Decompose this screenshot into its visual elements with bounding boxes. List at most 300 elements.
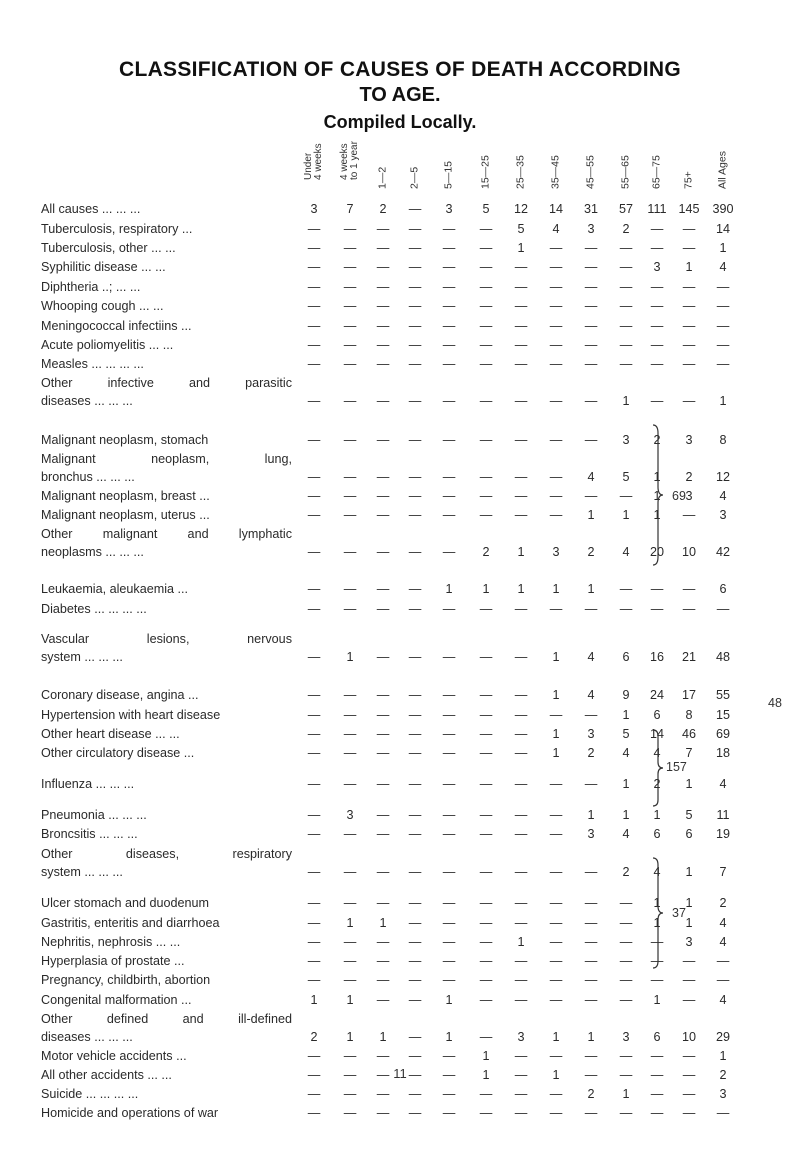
row-label (41, 202, 140, 217)
table-cell: — (650, 954, 664, 968)
table-cell: 3 (587, 727, 595, 741)
row-label-line: Malignant neoplasm, lung, (41, 452, 292, 466)
table-cell: — (584, 299, 598, 313)
table-cell: — (408, 545, 422, 559)
table-cell: — (514, 727, 528, 741)
table-cell: — (307, 338, 321, 352)
table-cell: 6 (685, 827, 693, 841)
table-cell: — (442, 1087, 456, 1101)
table-cell: 390 (712, 202, 734, 216)
row-label (41, 299, 164, 314)
table-cell: 5 (622, 470, 630, 484)
table-cell: — (376, 827, 390, 841)
table-cell: 1 (379, 916, 387, 930)
table-cell: — (479, 827, 493, 841)
table-cell: — (343, 954, 357, 968)
row-label-line: Meningococcal infectiins ... (41, 319, 192, 333)
column-header (674, 148, 704, 200)
table-cell: 1 (685, 260, 693, 274)
table-cell: — (442, 260, 456, 274)
table-cell: — (376, 299, 390, 313)
table-cell: 1 (685, 777, 693, 791)
column-header-line: 75+ (682, 171, 695, 189)
table-cell: — (549, 357, 563, 371)
table-cell: — (442, 746, 456, 760)
table-cell: — (376, 1106, 390, 1120)
table-cell: — (343, 545, 357, 559)
row-label (41, 260, 166, 275)
table-cell: 57 (618, 202, 633, 216)
table-cell: — (307, 1087, 321, 1101)
table-cell: — (549, 508, 563, 522)
table-cell: — (343, 935, 357, 949)
table-cell: — (343, 827, 357, 841)
table-cell: 3 (445, 202, 453, 216)
table-cell: 4 (653, 865, 661, 879)
table-cell: 1 (552, 1068, 560, 1082)
table-cell: 2 (719, 1068, 727, 1082)
table-cell: 5 (685, 808, 693, 822)
table-cell: — (408, 808, 422, 822)
table-cell: — (307, 727, 321, 741)
row-label-line: Syphilitic disease ... ... (41, 260, 166, 274)
table-cell: 48 (715, 650, 730, 664)
row-label-line: Other heart disease ... ... (41, 727, 180, 741)
table-cell: 3 (685, 935, 693, 949)
row-label-line: Homicide and operations of war (41, 1106, 219, 1120)
column-header-line: 5—15 (442, 160, 455, 189)
table-cell: — (682, 973, 696, 987)
table-cell: — (682, 299, 696, 313)
table-cell: — (549, 319, 563, 333)
table-cell: — (650, 1106, 664, 1120)
table-cell: — (408, 338, 422, 352)
table-cell: 1 (552, 688, 560, 702)
row-label-line: Malignant neoplasm, stomach (41, 433, 209, 447)
table-cell: — (682, 993, 696, 1007)
table-cell: — (716, 357, 730, 371)
table-cell: 1 (622, 508, 630, 522)
table-cell: — (408, 973, 422, 987)
row-label (41, 935, 180, 950)
table-cell: — (716, 299, 730, 313)
table-cell: — (479, 299, 493, 313)
table-cell: — (479, 973, 493, 987)
table-cell: — (408, 470, 422, 484)
table-cell: — (549, 954, 563, 968)
table-cell: 7 (346, 202, 354, 216)
row-label (41, 376, 292, 409)
row-label-line: Coronary disease, angina ... (41, 688, 199, 702)
table-cell: 1 (622, 394, 630, 408)
table-cell: — (549, 865, 563, 879)
table-cell: — (442, 1049, 456, 1063)
table-cell: — (619, 954, 633, 968)
row-label-line: Leukaemia, aleukaemia ... (41, 582, 189, 596)
table-cell: — (408, 954, 422, 968)
table-cell: 1 (622, 1087, 630, 1101)
table-cell: — (442, 777, 456, 791)
table-cell: — (307, 973, 321, 987)
group-total-circulatory: 157 (666, 760, 687, 774)
table-cell: — (307, 1106, 321, 1120)
table-cell: — (514, 470, 528, 484)
table-cell: — (716, 973, 730, 987)
row-label (41, 1049, 187, 1064)
table-cell: — (479, 708, 493, 722)
table-cell: — (549, 602, 563, 616)
table-cell: — (619, 993, 633, 1007)
table-cell: 4 (719, 935, 727, 949)
table-cell: — (716, 338, 730, 352)
table-cell: 9 (622, 688, 630, 702)
table-cell: — (408, 650, 422, 664)
table-cell: — (307, 954, 321, 968)
table-cell: — (307, 357, 321, 371)
table-cell: 1 (653, 508, 661, 522)
table-cell: 5 (517, 222, 525, 236)
row-label (41, 808, 147, 823)
table-cell: — (343, 1068, 357, 1082)
table-cell: 3 (310, 202, 318, 216)
table-cell: — (716, 954, 730, 968)
table-cell: — (376, 319, 390, 333)
table-cell: — (343, 1106, 357, 1120)
row-label-line: Diabetes ... ... ... ... (41, 602, 147, 616)
table-cell: — (650, 338, 664, 352)
row-label (41, 508, 210, 523)
table-cell: — (376, 241, 390, 255)
table-cell: — (307, 650, 321, 664)
table-cell: — (514, 746, 528, 760)
row-label-line: All other accidents ... ... (41, 1068, 172, 1082)
row-label-line: Gastritis, enteritis and diarrhoea (41, 916, 220, 930)
table-cell: 3 (587, 222, 595, 236)
brace-neoplasms (651, 423, 665, 567)
table-cell: — (479, 241, 493, 255)
row-label (41, 973, 210, 988)
table-cell: 17 (681, 688, 696, 702)
row-label (41, 241, 176, 256)
table-cell: — (307, 688, 321, 702)
table-cell: — (408, 394, 422, 408)
row-label (41, 582, 188, 597)
table-cell: 1 (346, 916, 354, 930)
table-cell: 4 (719, 260, 727, 274)
table-cell: — (682, 1068, 696, 1082)
table-cell: — (408, 865, 422, 879)
table-cell: — (376, 260, 390, 274)
table-cell: — (408, 299, 422, 313)
column-header-line: Under (303, 152, 314, 180)
table-cell: — (408, 602, 422, 616)
table-cell: 2 (653, 777, 661, 791)
table-cell: — (619, 916, 633, 930)
table-cell: — (442, 602, 456, 616)
table-cell: — (307, 746, 321, 760)
row-label (41, 280, 140, 295)
row-label (41, 993, 192, 1008)
table-cell: — (650, 241, 664, 255)
table-cell: 4 (719, 777, 727, 791)
table-cell: — (619, 1106, 633, 1120)
table-cell: — (650, 1049, 664, 1063)
table-cell: — (716, 280, 730, 294)
table-cell: — (442, 241, 456, 255)
table-cell: 12 (715, 470, 730, 484)
table-cell: 2 (587, 545, 595, 559)
row-label (41, 777, 134, 792)
table-cell: — (442, 973, 456, 987)
table-cell: — (376, 865, 390, 879)
table-cell: 4 (622, 746, 630, 760)
table-cell: — (514, 916, 528, 930)
table-cell: 1 (445, 1030, 453, 1044)
row-label-line: Hypertension with heart disease (41, 708, 221, 722)
table-cell: — (619, 1049, 633, 1063)
table-cell: — (376, 582, 390, 596)
table-cell: — (549, 260, 563, 274)
table-cell: — (307, 433, 321, 447)
table-cell: 1 (552, 746, 560, 760)
table-cell: — (408, 260, 422, 274)
row-label (41, 727, 180, 742)
table-cell: — (442, 357, 456, 371)
table-cell: — (650, 602, 664, 616)
column-header-line: 25—35 (514, 155, 527, 189)
table-cell: 31 (583, 202, 598, 216)
table-cell: — (479, 808, 493, 822)
row-label-line: Other circulatory disease ... (41, 746, 195, 760)
table-cell: 3 (587, 827, 595, 841)
table-cell: — (408, 357, 422, 371)
row-label (41, 746, 194, 761)
table-cell: 2 (587, 1087, 595, 1101)
table-cell: — (650, 394, 664, 408)
row-label (41, 1012, 292, 1045)
table-cell: — (307, 602, 321, 616)
table-cell: — (514, 1068, 528, 1082)
row-label-line: Other diseases, respiratory (41, 847, 292, 861)
table-cell: — (408, 1087, 422, 1101)
table-cell: — (584, 338, 598, 352)
table-cell: — (343, 602, 357, 616)
table-cell: — (442, 319, 456, 333)
table-cell: — (619, 973, 633, 987)
table-cell: — (514, 508, 528, 522)
table-cell: — (376, 508, 390, 522)
table-cell: — (584, 973, 598, 987)
table-cell: 5 (482, 202, 490, 216)
table-cell: — (343, 973, 357, 987)
table-cell: 3 (685, 489, 693, 503)
column-header (576, 148, 606, 200)
table-cell: 1 (653, 489, 661, 503)
table-cell: — (376, 954, 390, 968)
row-label-line: Diphtheria ..; ... ... (41, 280, 141, 294)
row-label-line: diseases ... ... ... (41, 1030, 133, 1044)
table-cell: — (376, 470, 390, 484)
table-cell: — (343, 1087, 357, 1101)
table-cell: 19 (715, 827, 730, 841)
table-cell: — (376, 777, 390, 791)
table-cell: — (549, 241, 563, 255)
table-cell: — (442, 433, 456, 447)
table-cell: — (376, 394, 390, 408)
table-cell: — (343, 470, 357, 484)
row-label (41, 708, 220, 723)
table-cell: — (343, 746, 357, 760)
row-label-line: Ulcer stomach and duodenum (41, 896, 210, 910)
table-cell: — (343, 508, 357, 522)
table-cell: 1 (517, 935, 525, 949)
table-cell: — (343, 433, 357, 447)
table-cell: 29 (715, 1030, 730, 1044)
table-cell: — (682, 582, 696, 596)
table-cell: — (716, 602, 730, 616)
table-cell: 4 (719, 993, 727, 1007)
table-cell: — (650, 280, 664, 294)
table-cell: 24 (649, 688, 664, 702)
table-cell: 3 (719, 508, 727, 522)
table-cell: 1 (346, 650, 354, 664)
table-cell: — (442, 489, 456, 503)
column-header (541, 148, 571, 200)
table-cell: — (307, 916, 321, 930)
table-cell: 1 (552, 1030, 560, 1044)
table-cell: — (682, 602, 696, 616)
table-cell: — (619, 582, 633, 596)
table-cell: — (682, 1049, 696, 1063)
table-cell: — (514, 433, 528, 447)
table-cell: — (514, 650, 528, 664)
table-cell: — (376, 650, 390, 664)
table-cell: — (307, 222, 321, 236)
table-cell: — (442, 508, 456, 522)
table-cell: — (514, 1049, 528, 1063)
table-cell: 1 (379, 1030, 387, 1044)
row-label-line: Malignant neoplasm, uterus ... (41, 508, 210, 522)
table-cell: — (549, 394, 563, 408)
table-cell: 1 (685, 916, 693, 930)
row-label-line: All causes ... ... ... (41, 202, 141, 216)
column-header (400, 148, 430, 200)
table-cell: — (514, 602, 528, 616)
table-cell: — (307, 935, 321, 949)
row-label-line: Influenza ... ... ... (41, 777, 135, 791)
row-label (41, 632, 292, 665)
table-cell: — (650, 222, 664, 236)
table-cell: — (479, 280, 493, 294)
table-cell: — (442, 280, 456, 294)
table-cell: 6 (653, 827, 661, 841)
table-cell: — (584, 1106, 598, 1120)
table-cell: — (619, 338, 633, 352)
table-cell: — (682, 241, 696, 255)
table-cell: — (514, 280, 528, 294)
table-cell: — (650, 1087, 664, 1101)
table-cell: 2 (685, 470, 693, 484)
table-cell: — (376, 935, 390, 949)
row-label (41, 688, 199, 703)
table-cell: — (376, 545, 390, 559)
column-header (642, 148, 672, 200)
table-cell: — (376, 708, 390, 722)
table-cell: — (343, 582, 357, 596)
table-cell: — (584, 708, 598, 722)
table-cell: 1 (346, 993, 354, 1007)
table-cell: — (376, 896, 390, 910)
table-cell: — (307, 545, 321, 559)
table-cell: 1 (587, 1030, 595, 1044)
table-cell: — (514, 973, 528, 987)
table-cell: — (549, 973, 563, 987)
table-cell: — (307, 280, 321, 294)
column-header-line: All Ages (716, 151, 729, 189)
table-cell: — (408, 222, 422, 236)
row-label-line: Nephritis, nephrosis ... ... (41, 935, 181, 949)
table-cell: 3 (685, 433, 693, 447)
column-header (335, 141, 365, 200)
table-cell: — (682, 954, 696, 968)
table-cell: — (376, 993, 390, 1007)
table-cell: — (408, 708, 422, 722)
table-cell: — (514, 338, 528, 352)
table-cell: — (584, 777, 598, 791)
row-label-line: bronchus ... ... ... (41, 470, 135, 484)
table-cell: — (376, 1087, 390, 1101)
table-cell: — (307, 808, 321, 822)
table-cell: — (514, 260, 528, 274)
table-cell: — (549, 708, 563, 722)
page-number: 11 (393, 1066, 407, 1081)
table-cell: — (514, 954, 528, 968)
table-cell: 1 (587, 808, 595, 822)
group-total-neoplasms: 69 (672, 489, 686, 503)
table-cell: — (479, 433, 493, 447)
table-cell: — (408, 727, 422, 741)
table-cell: — (376, 808, 390, 822)
table-cell: 3 (517, 1030, 525, 1044)
table-cell: — (408, 489, 422, 503)
table-cell: 1 (445, 582, 453, 596)
table-cell: — (442, 1068, 456, 1082)
row-label-line: Congenital malformation ... (41, 993, 192, 1007)
table-cell: — (408, 896, 422, 910)
row-label-line: Tuberculosis, other ... ... (41, 241, 176, 255)
table-cell: 1 (482, 1049, 490, 1063)
table-cell: 3 (346, 808, 354, 822)
row-label-line: Vascular lesions, nervous (41, 632, 292, 646)
table-cell: — (442, 827, 456, 841)
table-cell: 4 (552, 222, 560, 236)
table-cell: — (479, 489, 493, 503)
table-cell: — (343, 260, 357, 274)
table-cell: — (307, 489, 321, 503)
column-header-line: 15—25 (479, 155, 492, 189)
table-cell: 46 (681, 727, 696, 741)
table-cell: — (514, 688, 528, 702)
table-cell: 2 (719, 896, 727, 910)
table-cell: 1 (719, 241, 727, 255)
table-cell: — (479, 1106, 493, 1120)
row-label-line: Other defined and ill-defined (41, 1012, 292, 1026)
table-cell: — (682, 357, 696, 371)
table-cell: — (376, 338, 390, 352)
table-cell: — (343, 338, 357, 352)
table-cell: — (343, 727, 357, 741)
table-cell: 55 (715, 688, 730, 702)
